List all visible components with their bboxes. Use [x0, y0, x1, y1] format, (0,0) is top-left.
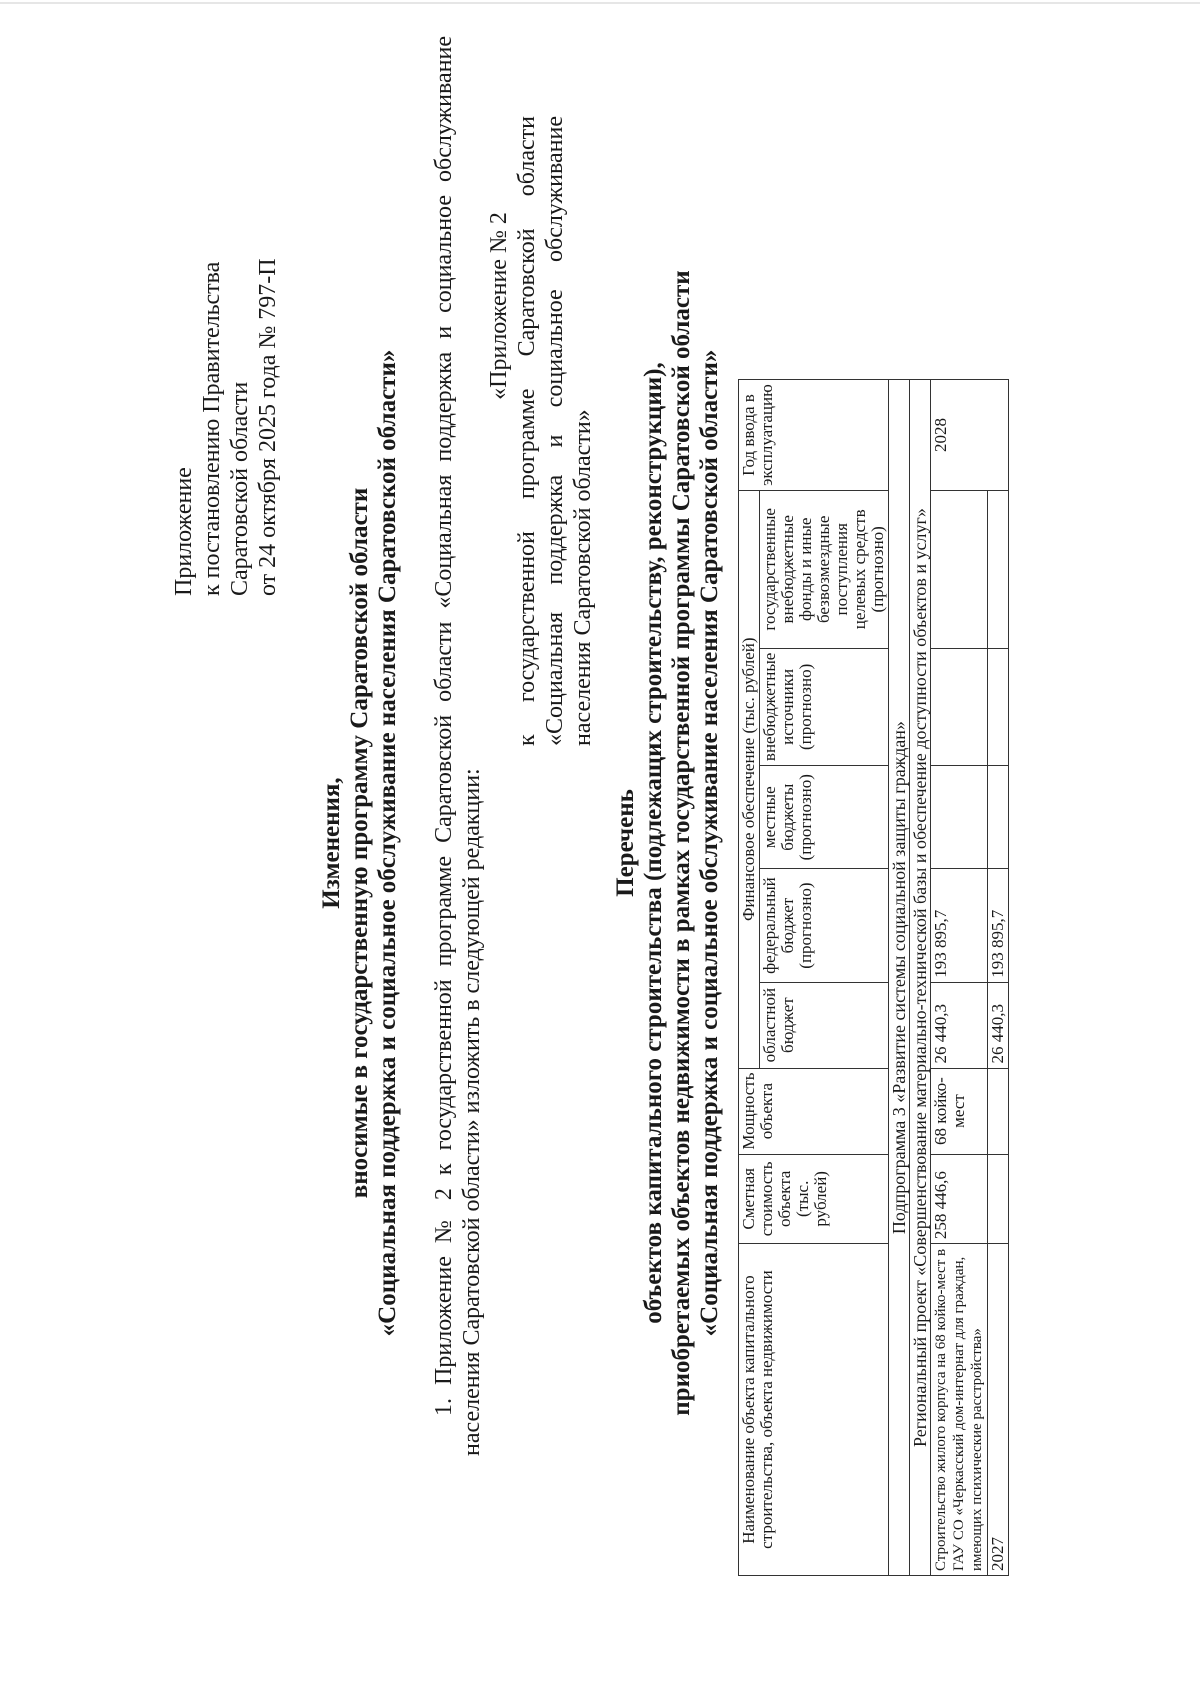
row-regional: 26 440,3	[988, 982, 1009, 1068]
list-title: Перечень	[612, 789, 639, 897]
row-local	[931, 766, 988, 869]
header-regional: областной бюджет	[760, 982, 889, 1068]
row-extra	[931, 648, 988, 765]
row-capacity	[988, 1068, 1009, 1154]
row-local	[988, 766, 1009, 869]
objects-table	[738, 56, 1009, 1576]
row-name: Строительство жилого корпуса на 68 койко-мест в ГАУ СО «Черкасский дом-интернат для граждан, имеющих психические расстройства»	[931, 1244, 988, 1576]
row-funds	[988, 490, 1009, 648]
row-federal: 193 895,7	[931, 869, 988, 982]
approval-line-2: к постановлению Правительства	[199, 261, 225, 596]
list-line-3: «Социальная поддержка и социальное обслуживание населения Саратовской области»	[696, 349, 723, 1337]
header-name: Наименование объекта капитального строительства, объекта недвижимости	[739, 1244, 889, 1576]
appendix-title: «Приложение № 2	[486, 212, 512, 400]
header-cost: Сметная стоимость объекта (тыс. рублей)	[739, 1154, 889, 1244]
header-year: Год ввода в эксплуатацию	[739, 380, 889, 491]
row-capacity: 68 койко-мест	[931, 1068, 988, 1154]
changes-subtitle: вносимые в государственную программу Саратовской области	[346, 487, 373, 1199]
row-federal: 193 895,7	[988, 869, 1009, 982]
changes-paragraph: 1. Приложение № 2 к государственной программе Саратовской области «Социальная поддержка и социальное обслуживание населения Саратовской области» изложить в следующей редакции:	[431, 36, 485, 1456]
header-federal: федеральный бюджет (прогнозно)	[760, 869, 889, 982]
row-extra	[988, 648, 1009, 765]
approval-block	[170, 258, 282, 596]
header-local: местные бюджеты (прогнозно)	[760, 766, 889, 869]
appendix-body: к государственной программе Саратовской области «Социальная поддержка и социальное обслуживание населения Саратовской области»	[514, 116, 596, 746]
scan-edge	[0, 2, 1200, 4]
project-cell: Региональный проект «Совершенствование материально-технической базы и обеспечение доступности объектов и услуг»	[910, 380, 931, 1576]
row-funds	[931, 490, 988, 648]
changes-title: Изменения,	[318, 777, 345, 909]
row-year: 2028	[931, 380, 1009, 491]
approval-line-3: Саратовской области	[227, 381, 253, 596]
table-header-row-1	[739, 56, 760, 1576]
table-spacer	[739, 56, 1009, 380]
list-line-1: объектов капитального строительства (подлежащих строительству, реконструкции),	[640, 362, 667, 1324]
row-regional: 26 440,3	[931, 982, 988, 1068]
header-capacity: Мощность объекта	[739, 1068, 889, 1154]
subprogram-cell: Подпрограмма 3 «Развитие системы социальной защиты граждан»	[889, 380, 910, 1576]
approval-line-1: Приложение	[171, 467, 197, 596]
row-name: 2027	[988, 1244, 1009, 1576]
approval-line-4: от 24 октября 2025 года № 797-П	[255, 258, 281, 596]
header-funds: государственные внебюджетные фонды и иные безвозмездные поступления целевых средств (прогнозно)	[760, 490, 889, 648]
header-finance: Финансовое обеспечение (тыс. рублей)	[739, 490, 760, 1068]
header-extra: внебюджетные источники (прогнозно)	[760, 648, 889, 765]
row-cost: 258 446,6	[931, 1154, 988, 1244]
row-cost	[988, 1154, 1009, 1244]
list-line-2: приобретаемых объектов недвижимости в рамках государственной программы Саратовской области	[668, 270, 695, 1416]
changes-program: «Социальная поддержка и социальное обслуживание населения Саратовской области»	[374, 349, 401, 1337]
